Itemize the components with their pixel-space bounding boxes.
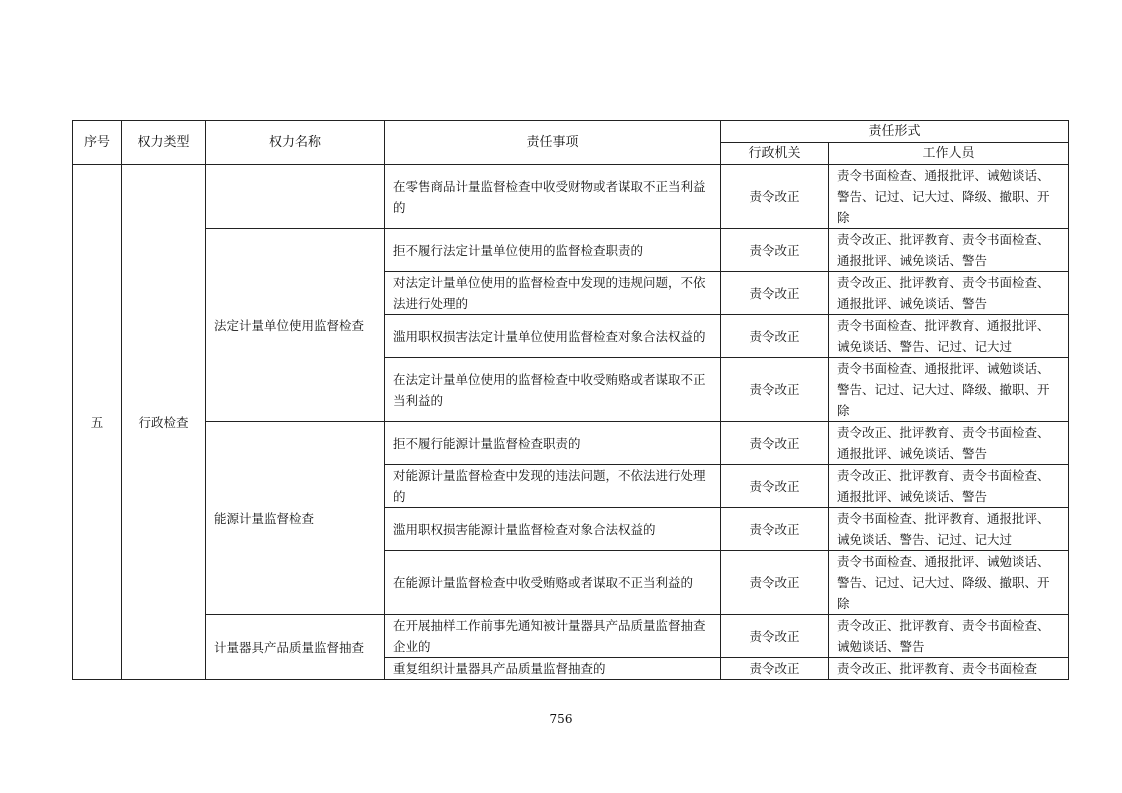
duty-cell: 在能源计量监督检查中收受贿赂或者谋取不正当利益的	[385, 551, 721, 615]
agency-cell: 责令改正	[721, 615, 829, 658]
agency-cell: 责令改正	[721, 229, 829, 272]
staff-cell: 责令改正、批评教育、责令书面检查、诫勉谈话、警告	[829, 615, 1069, 658]
header-agency: 行政机关	[721, 143, 829, 165]
staff-cell: 责令改正、批评教育、责令书面检查、通报批评、诫免谈话、警告	[829, 272, 1069, 315]
agency-cell: 责令改正	[721, 551, 829, 615]
responsibility-table	[72, 120, 1069, 680]
duty-cell: 对法定计量单位使用的监督检查中发现的违规问题，不依法进行处理的	[385, 272, 721, 315]
staff-cell: 责令改正、批评教育、责令书面检查	[829, 658, 1069, 680]
header-seq: 序号	[73, 121, 122, 165]
duty-cell: 对能源计量监督检查中发现的违法问题，不依法进行处理的	[385, 465, 721, 508]
agency-cell: 责令改正	[721, 272, 829, 315]
header-power-type: 权力类型	[122, 121, 206, 165]
table-row	[73, 165, 1069, 229]
staff-cell: 责令书面检查、通报批评、诫勉谈话、警告、记过、记大过、降级、撤职、开除	[829, 165, 1069, 229]
staff-cell: 责令改正、批评教育、责令书面检查、通报批评、诫免谈话、警告	[829, 465, 1069, 508]
duty-cell: 在法定计量单位使用的监督检查中收受贿赂或者谋取不正当利益的	[385, 358, 721, 422]
header-duty: 责任事项	[385, 121, 721, 165]
duty-cell: 在零售商品计量监督检查中收受财物或者谋取不正当利益的	[385, 165, 721, 229]
duty-cell: 拒不履行法定计量单位使用的监督检查职责的	[385, 229, 721, 272]
staff-cell: 责令书面检查、通报批评、诫勉谈话、警告、记过、记大过、降级、撤职、开除	[829, 551, 1069, 615]
duty-cell: 滥用职权损害法定计量单位使用监督检查对象合法权益的	[385, 315, 721, 358]
agency-cell: 责令改正	[721, 465, 829, 508]
staff-cell: 责令改正、批评教育、责令书面检查、通报批评、诫免谈话、警告	[829, 422, 1069, 465]
agency-cell: 责令改正	[721, 508, 829, 551]
table-row	[73, 615, 1069, 658]
header-staff: 工作人员	[829, 143, 1069, 165]
staff-cell: 责令书面检查、批评教育、通报批评、诫免谈话、警告、记过、记大过	[829, 508, 1069, 551]
header-power-name: 权力名称	[206, 121, 385, 165]
page-number: 756	[549, 712, 573, 726]
group-power-type: 行政检查	[122, 165, 206, 680]
table-row	[73, 229, 1069, 272]
agency-cell: 责令改正	[721, 358, 829, 422]
duty-cell: 在开展抽样工作前事先通知被计量器具产品质量监督抽查企业的	[385, 615, 721, 658]
agency-cell: 责令改正	[721, 315, 829, 358]
staff-cell: 责令书面检查、批评教育、通报批评、诫免谈话、警告、记过、记大过	[829, 315, 1069, 358]
agency-cell: 责令改正	[721, 658, 829, 680]
header-resp-form: 责任形式	[721, 121, 1069, 143]
duty-cell: 重复组织计量器具产品质量监督抽查的	[385, 658, 721, 680]
power-name-cell: 法定计量单位使用监督检查	[206, 229, 385, 422]
power-name-cell: 能源计量监督检查	[206, 422, 385, 615]
group-seq: 五	[73, 165, 122, 680]
agency-cell: 责令改正	[721, 165, 829, 229]
agency-cell: 责令改正	[721, 422, 829, 465]
table-row	[73, 422, 1069, 465]
power-name-empty	[206, 165, 385, 229]
duty-cell: 滥用职权损害能源计量监督检查对象合法权益的	[385, 508, 721, 551]
staff-cell: 责令书面检查、通报批评、诫勉谈话、警告、记过、记大过、降级、撤职、开除	[829, 358, 1069, 422]
power-name-cell: 计量器具产品质量监督抽查	[206, 615, 385, 680]
staff-cell: 责令改正、批评教育、责令书面检查、通报批评、诫免谈话、警告	[829, 229, 1069, 272]
duty-cell: 拒不履行能源计量监督检查职责的	[385, 422, 721, 465]
